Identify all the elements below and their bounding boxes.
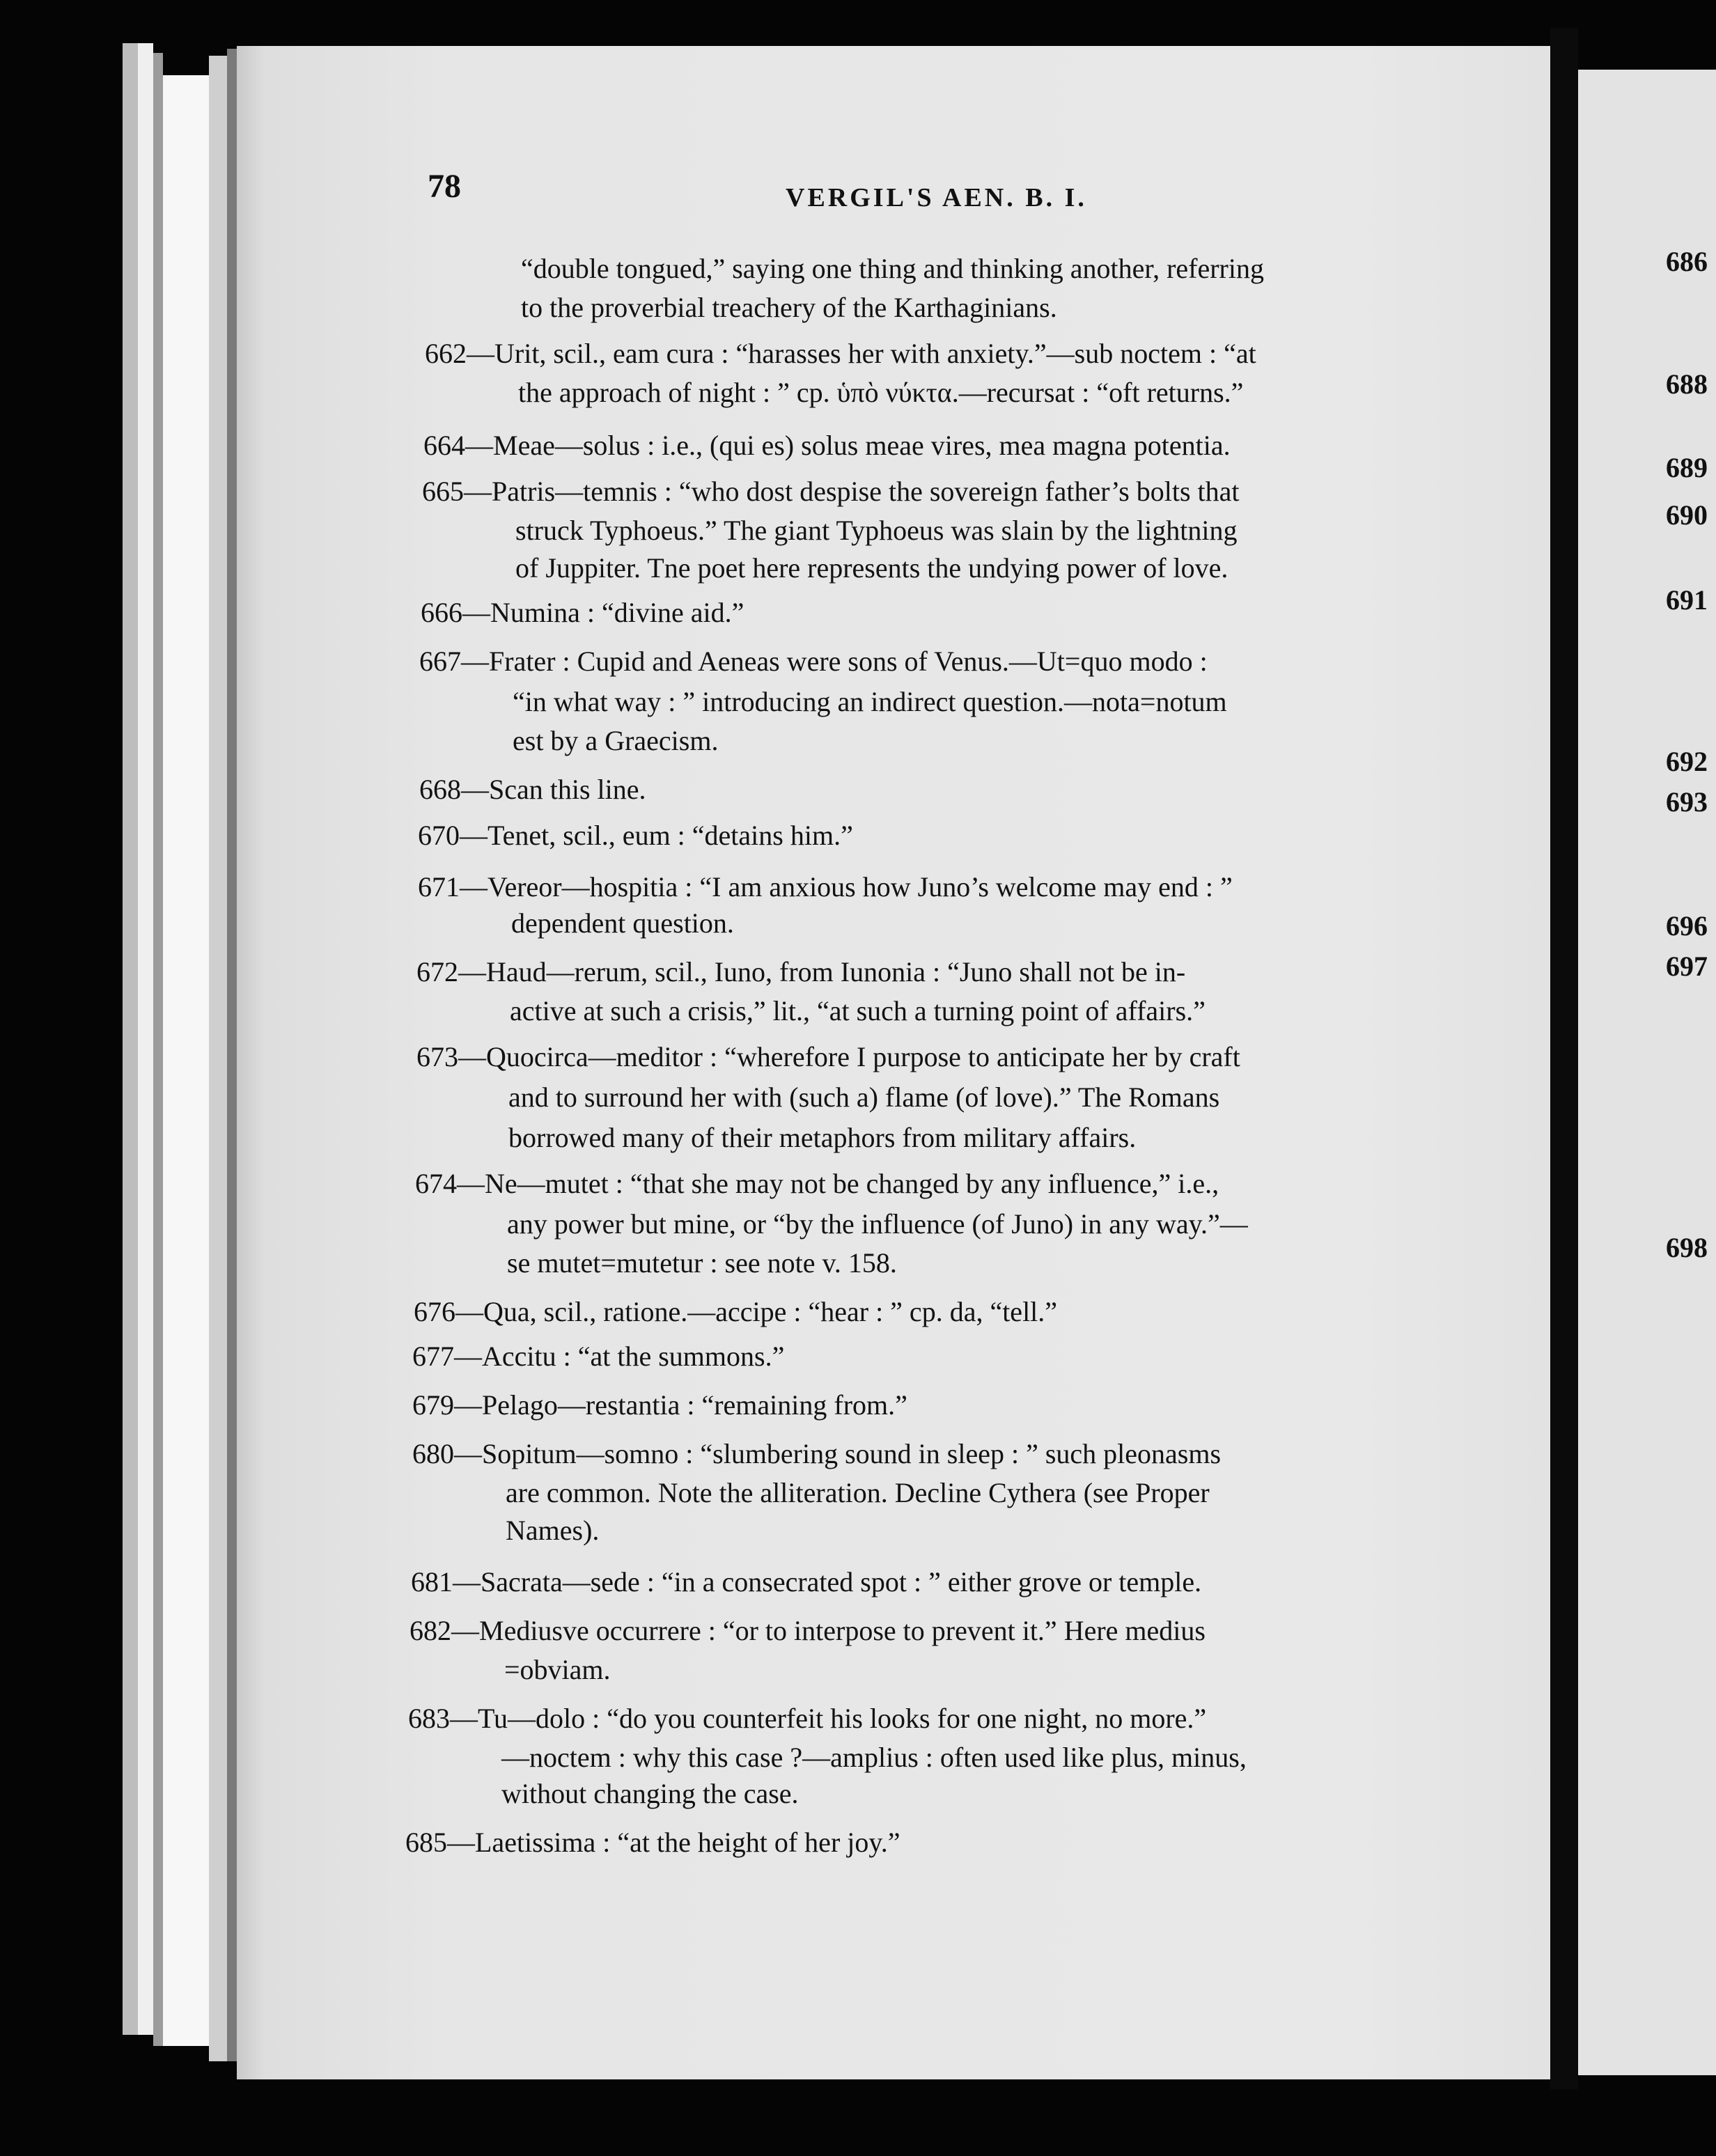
note-entry-683: 683—Tu—dolo : “do you counterfeit his looks for one night, no more.” bbox=[408, 1703, 1207, 1734]
facing-line-number: 688 bbox=[1666, 368, 1708, 400]
text-line: without changing the case. bbox=[501, 1778, 799, 1809]
text-line: borrowed many of their metaphors from military affairs. bbox=[508, 1122, 1137, 1153]
text-line: “double tongued,” saying one thing and thinking another, referring bbox=[521, 253, 1264, 284]
note-entry-685: 685—Laetissima : “at the height of her joy.” bbox=[405, 1827, 900, 1858]
note-entry-664: 664—Meae—solus : i.e., (qui es) solus meae vires, mea magna potentia. bbox=[423, 430, 1231, 461]
note-entry-680: 680—Sopitum—somno : “slumbering sound in sleep : ” such pleonasms bbox=[412, 1438, 1222, 1469]
facing-line-number: 689 bbox=[1666, 452, 1708, 483]
note-entry-668: 668—Scan this line. bbox=[419, 774, 646, 805]
note-entry-667: 667—Frater : Cupid and Aeneas were sons of Venus.—Ut=quo modo : bbox=[419, 646, 1208, 677]
facing-line-number: 692 bbox=[1666, 746, 1708, 777]
text-line: are common. Note the alliteration. Decline Cythera (see Proper bbox=[506, 1477, 1210, 1508]
note-entry-670: 670—Tenet, scil., eum : “detains him.” bbox=[418, 820, 853, 851]
text-line: to the proverbial treachery of the Karthaginians. bbox=[521, 292, 1057, 323]
facing-line-number: 690 bbox=[1666, 499, 1708, 531]
page-number: 78 bbox=[428, 168, 461, 205]
facing-line-number: 691 bbox=[1666, 584, 1708, 616]
text-line: any power but mine, or “by the influence (of Juno) in any way.”— bbox=[507, 1208, 1248, 1240]
note-entry-673: 673—Quocirca—meditor : “wherefore I purpose to anticipate her by craft bbox=[416, 1041, 1240, 1072]
text-line: and to surround her with (such a) flame (of love).” The Romans bbox=[508, 1081, 1220, 1113]
note-entry-665: 665—Patris—temnis : “who dost despise the sovereign father’s bolts that bbox=[422, 476, 1240, 507]
note-entry-674: 674—Ne—mutet : “that she may not be changed by any influence,” i.e., bbox=[415, 1168, 1219, 1199]
text-line: struck Typhoeus.” The giant Typhoeus was slain by the lightning bbox=[515, 515, 1238, 546]
facing-line-number: 697 bbox=[1666, 951, 1708, 982]
note-entry-677: 677—Accitu : “at the summons.” bbox=[412, 1341, 785, 1372]
note-entry-671: 671—Vereor—hospitia : “I am anxious how Juno’s welcome may end : ” bbox=[418, 871, 1233, 903]
note-entry-681: 681—Sacrata—sede : “in a consecrated spot : ” either grove or temple. bbox=[411, 1566, 1202, 1598]
facing-line-number: 686 bbox=[1666, 246, 1708, 277]
note-entry-666: 666—Numina : “divine aid.” bbox=[421, 597, 744, 628]
text-line: of Juppiter. Tne poet here represents the undying power of love. bbox=[515, 552, 1228, 584]
text-line: est by a Graecism. bbox=[513, 725, 719, 756]
text-line: =obviam. bbox=[504, 1654, 611, 1685]
text-line: active at such a crisis,” lit., “at such a turning point of affairs.” bbox=[510, 995, 1206, 1026]
facing-line-number: 693 bbox=[1666, 786, 1708, 818]
text-line: dependent question. bbox=[511, 907, 734, 939]
running-head: VERGIL'S AEN. B. I. bbox=[786, 183, 1087, 212]
text-line: se mutet=mutetur : see note v. 158. bbox=[507, 1247, 897, 1279]
note-entry-672: 672—Haud—rerum, scil., Iuno, from Iunonia : “Juno shall not be in- bbox=[416, 956, 1186, 987]
text-line: Names). bbox=[506, 1515, 600, 1546]
facing-line-number: 696 bbox=[1666, 910, 1708, 942]
text-line: —noctem : why this case ?—amplius : often used like plus, minus, bbox=[501, 1742, 1247, 1773]
text-line: “in what way : ” introducing an indirect question.—nota=notum bbox=[513, 686, 1227, 717]
note-entry-682: 682—Mediusve occurrere : “or to interpose to prevent it.” Here medius bbox=[410, 1615, 1206, 1646]
note-entry-676: 676—Qua, scil., ratione.—accipe : “hear : ” cp. da, “tell.” bbox=[414, 1296, 1058, 1327]
note-entry-679: 679—Pelago—restantia : “remaining from.” bbox=[412, 1389, 907, 1421]
note-entry-662: 662—Urit, scil., eam cura : “harasses her with anxiety.”—sub noctem : “at bbox=[425, 338, 1256, 369]
facing-line-number: 698 bbox=[1666, 1232, 1708, 1263]
text-line: the approach of night : ” cp. ὑπὸ νύκτα.—recursat : “oft returns.” bbox=[518, 377, 1244, 408]
